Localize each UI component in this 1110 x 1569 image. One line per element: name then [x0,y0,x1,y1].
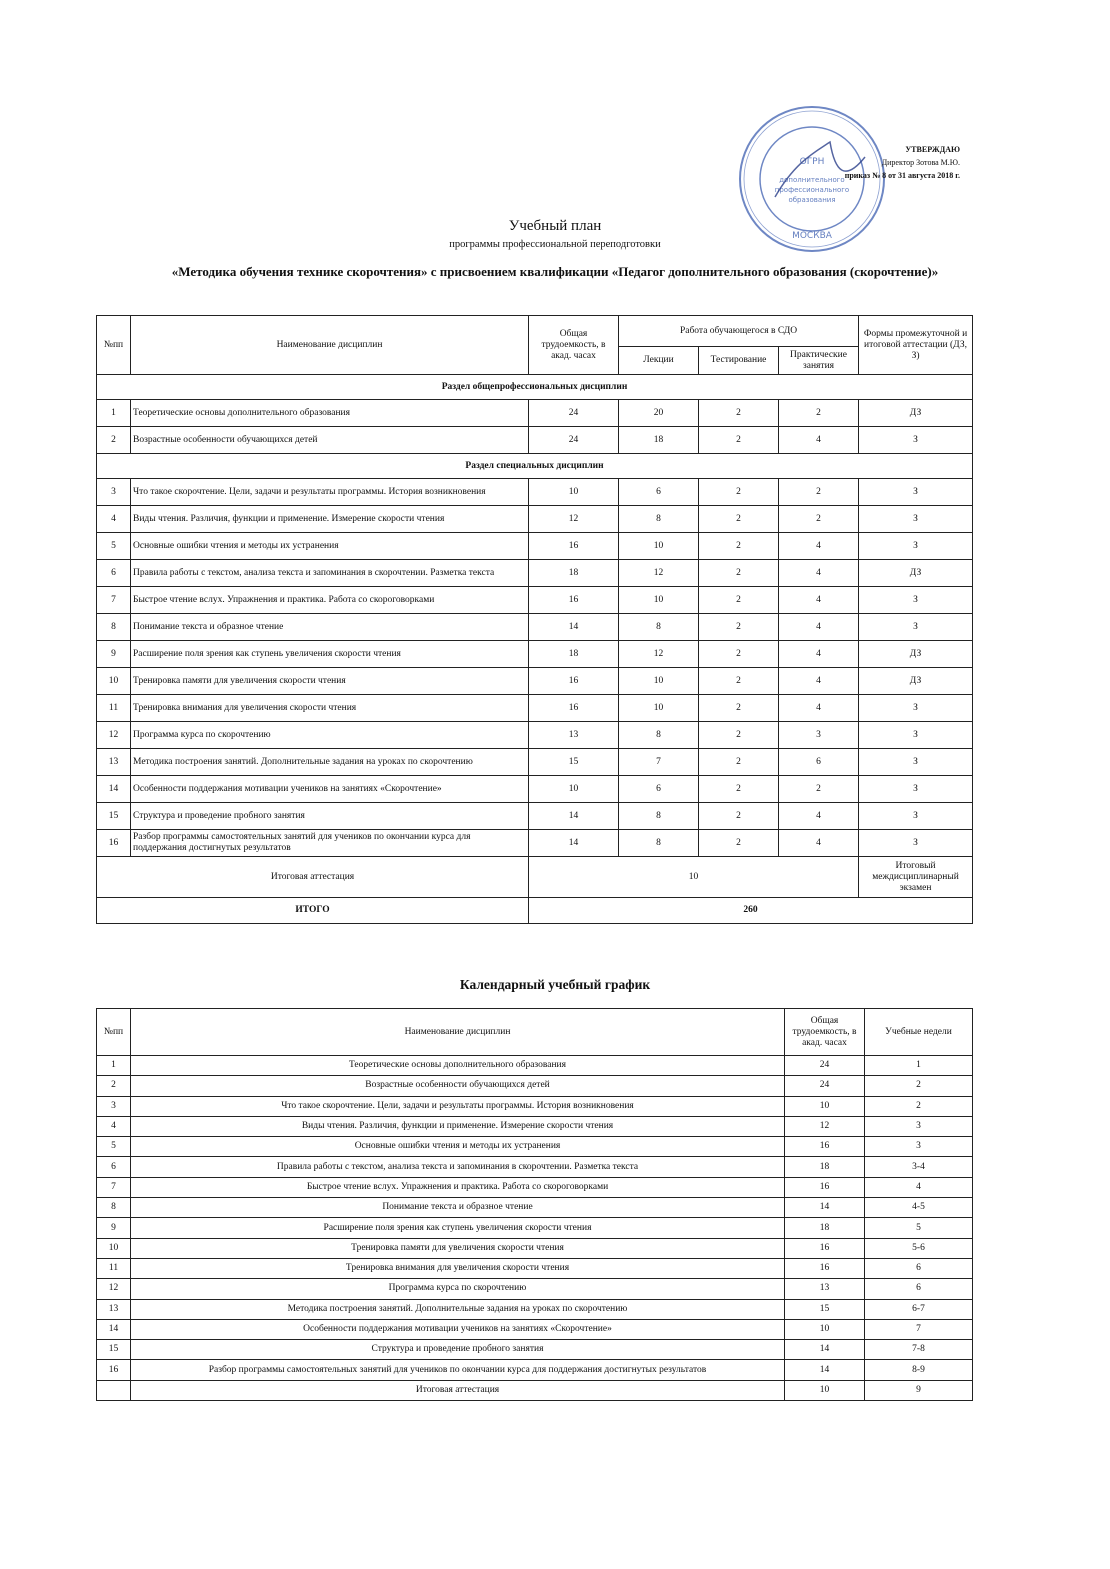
approval-order: приказ № 8 от 31 августа 2018 г. [844,171,960,180]
calendar-row [97,1238,973,1258]
table-row [97,400,973,427]
discipline-name: Правила работы с текстом, анализа текста и запоминания в скорочтении. Разметка текста [131,560,529,587]
weeks-cell: 2 [865,1096,973,1116]
hours-cell: 18 [785,1218,865,1238]
row-number: 16 [97,1360,131,1380]
practice-cell: 4 [779,803,859,830]
lectures-cell: 8 [619,722,699,749]
attestation-form-cell: З [859,614,973,641]
weeks-cell: 7-8 [865,1340,973,1360]
row-number: 6 [97,560,131,587]
row-number: 13 [97,1299,131,1319]
hours-cell: 24 [785,1076,865,1096]
row-number: 2 [97,427,131,454]
doc-subtitle: программы профессиональной переподготовки [449,239,661,250]
header-practice: Практические занятия [779,347,859,375]
practice-cell: 4 [779,560,859,587]
hours-cell: 24 [785,1056,865,1076]
header-work: Работа обучающегося в СДО [619,316,859,347]
discipline-name: Теоретические основы дополнительного образования [131,1056,785,1076]
calendar-row [97,1319,973,1339]
practice-cell: 4 [779,830,859,857]
discipline-name: Расширение поля зрения как ступень увеличения скорости чтения [131,1218,785,1238]
lectures-cell: 8 [619,506,699,533]
total-hours-cell: 24 [529,400,619,427]
total-hours: 260 [529,898,973,924]
weeks-cell: 6 [865,1279,973,1299]
discipline-name: Разбор программы самостоятельных занятий для учеников по окончании курса для поддержания достигнутых результатов [131,830,529,857]
discipline-name: Возрастные особенности обучающихся детей [131,1076,785,1096]
total-hours-cell: 16 [529,695,619,722]
discipline-name: Теоретические основы дополнительного образования [131,400,529,427]
table-row [97,479,973,506]
testing-cell: 2 [699,695,779,722]
attestation-form-cell: ДЗ [859,400,973,427]
calendar-row [97,1258,973,1278]
svg-text:МОСКВА: МОСКВА [792,231,832,241]
svg-text:профессионального: профессионального [774,186,850,194]
section-row [97,375,973,400]
attestation-form-cell: З [859,427,973,454]
final-hours: 10 [529,857,859,898]
weeks-cell: 3 [865,1116,973,1136]
calendar-row [97,1299,973,1319]
discipline-name: Структура и проведение пробного занятия [131,803,529,830]
attestation-form-cell: З [859,479,973,506]
discipline-name: Основные ошибки чтения и методы их устранения [131,1137,785,1157]
lectures-cell: 20 [619,400,699,427]
discipline-name: Что такое скорочтение. Цели, задачи и результаты программы. История возникновения [131,1096,785,1116]
discipline-name: Правила работы с текстом, анализа текста и запоминания в скорочтении. Разметка текста [131,1157,785,1177]
row-number: 4 [97,506,131,533]
row-number: 12 [97,1279,131,1299]
cal-header-total: Общая трудоемкость, в акад. часах [785,1009,865,1056]
discipline-name: Итоговая аттестация [131,1380,785,1400]
weeks-cell: 6 [865,1258,973,1278]
weeks-cell: 3 [865,1137,973,1157]
testing-cell: 2 [699,427,779,454]
weeks-cell: 3-4 [865,1157,973,1177]
row-number: 15 [97,803,131,830]
lectures-cell: 18 [619,427,699,454]
testing-cell: 2 [699,776,779,803]
row-number: 9 [97,641,131,668]
final-form: Итоговый междисциплинарный экзамен [859,857,973,898]
lectures-cell: 10 [619,587,699,614]
attestation-form-cell: ДЗ [859,560,973,587]
calendar-row [97,1279,973,1299]
testing-cell: 2 [699,830,779,857]
svg-text:ОГРН: ОГРН [799,157,825,167]
total-hours-cell: 10 [529,479,619,506]
attestation-form-cell: З [859,506,973,533]
discipline-name: Возрастные особенности обучающихся детей [131,427,529,454]
total-hours-cell: 16 [529,533,619,560]
row-number [97,1380,131,1400]
total-hours-cell: 24 [529,427,619,454]
calendar-row [97,1157,973,1177]
hours-cell: 12 [785,1116,865,1136]
discipline-name: Виды чтения. Различия, функции и применение. Измерение скорости чтения [131,1116,785,1136]
testing-cell: 2 [699,560,779,587]
doc-title: Учебный план [508,218,602,234]
total-row [97,898,973,924]
table-row [97,506,973,533]
row-number: 12 [97,722,131,749]
testing-cell: 2 [699,479,779,506]
row-number: 4 [97,1116,131,1136]
table-row [97,533,973,560]
weeks-cell: 8-9 [865,1360,973,1380]
row-number: 13 [97,749,131,776]
cal-header-weeks: Учебные недели [865,1009,973,1056]
attestation-form-cell: З [859,587,973,614]
table-row [97,695,973,722]
table-row [97,587,973,614]
curriculum-table [96,315,973,924]
weeks-cell: 4 [865,1177,973,1197]
cal-header-name: Наименование дисциплин [131,1009,785,1056]
cal-header-num: №пп [97,1009,131,1056]
discipline-name: Программа курса по скорочтению [131,722,529,749]
discipline-name: Разбор программы самостоятельных занятий для учеников по окончании курса для поддержания достигнутых результатов [131,1360,785,1380]
header-lectures: Лекции [619,347,699,375]
discipline-name: Виды чтения. Различия, функции и применение. Измерение скорости чтения [131,506,529,533]
row-number: 7 [97,1177,131,1197]
row-number: 3 [97,1096,131,1116]
practice-cell: 3 [779,722,859,749]
table-row [97,614,973,641]
testing-cell: 2 [699,668,779,695]
row-number: 6 [97,1157,131,1177]
header-total: Общая трудоемкость, в акад. часах [529,316,619,375]
row-number: 3 [97,479,131,506]
attestation-form-cell: З [859,803,973,830]
discipline-name: Быстрое чтение вслух. Упражнения и практика. Работа со скороговорками [131,1177,785,1197]
testing-cell: 2 [699,614,779,641]
hours-cell: 14 [785,1340,865,1360]
header-forms: Формы промежуточной и итоговой аттестации (ДЗ, З) [859,316,973,375]
lectures-cell: 6 [619,776,699,803]
table-row [97,749,973,776]
weeks-cell: 6-7 [865,1299,973,1319]
testing-cell: 2 [699,506,779,533]
calendar-row [97,1096,973,1116]
hours-cell: 10 [785,1380,865,1400]
discipline-name: Программа курса по скорочтению [131,1279,785,1299]
total-hours-cell: 14 [529,803,619,830]
practice-cell: 4 [779,427,859,454]
approval-director: Директор Зотова М.Ю. [881,158,960,167]
calendar-title: Календарный учебный график [459,977,651,992]
row-number: 2 [97,1076,131,1096]
weeks-cell: 5 [865,1218,973,1238]
attestation-form-cell: ДЗ [859,641,973,668]
attestation-form-cell: З [859,749,973,776]
row-number: 8 [97,1198,131,1218]
discipline-name: Тренировка памяти для увеличения скорости чтения [131,668,529,695]
total-label: ИТОГО [97,898,529,924]
testing-cell: 2 [699,641,779,668]
total-hours-cell: 13 [529,722,619,749]
discipline-name: Методика построения занятий. Дополнительные задания на уроках по скорочтению [131,749,529,776]
practice-cell: 4 [779,533,859,560]
row-number: 1 [97,400,131,427]
svg-text:дополнительного: дополнительного [779,176,845,184]
testing-cell: 2 [699,803,779,830]
table-row [97,427,973,454]
calendar-final-row [97,1380,973,1400]
discipline-name: Особенности поддержания мотивации учеников на занятиях «Скорочтение» [131,776,529,803]
discipline-name: Тренировка внимания для увеличения скорости чтения [131,1258,785,1278]
attestation-form-cell: З [859,533,973,560]
total-hours-cell: 14 [529,614,619,641]
discipline-name: Основные ошибки чтения и методы их устранения [131,533,529,560]
table-row [97,830,973,857]
hours-cell: 16 [785,1137,865,1157]
hours-cell: 16 [785,1238,865,1258]
practice-cell: 4 [779,614,859,641]
discipline-name: Тренировка внимания для увеличения скорости чтения [131,695,529,722]
testing-cell: 2 [699,722,779,749]
hours-cell: 14 [785,1198,865,1218]
practice-cell: 2 [779,479,859,506]
hours-cell: 15 [785,1299,865,1319]
practice-cell: 2 [779,400,859,427]
row-number: 7 [97,587,131,614]
table-header-row [97,316,973,347]
practice-cell: 4 [779,641,859,668]
hours-cell: 13 [785,1279,865,1299]
attestation-form-cell: З [859,722,973,749]
row-number: 10 [97,1238,131,1258]
table-row [97,560,973,587]
total-hours-cell: 12 [529,506,619,533]
calendar-row [97,1177,973,1197]
testing-cell: 2 [699,400,779,427]
attestation-form-cell: З [859,830,973,857]
practice-cell: 6 [779,749,859,776]
total-hours-cell: 10 [529,776,619,803]
lectures-cell: 6 [619,479,699,506]
total-hours-cell: 18 [529,560,619,587]
calendar-row [97,1076,973,1096]
hours-cell: 10 [785,1319,865,1339]
header-name: Наименование дисциплин [131,316,529,375]
calendar-header-row [97,1009,973,1056]
section-special: Раздел специальных дисциплин [97,454,973,479]
testing-cell: 2 [699,587,779,614]
calendar-row [97,1137,973,1157]
discipline-name: Быстрое чтение вслух. Упражнения и практика. Работа со скороговорками [131,587,529,614]
calendar-table [96,1008,973,1401]
table-row [97,722,973,749]
approval-title: УТВЕРЖДАЮ [905,145,960,154]
program-name: «Методика обучения технике скорочтения» с присвоением квалификации «Педагог дополнительного образования (скорочтение)» [171,264,939,279]
lectures-cell: 8 [619,614,699,641]
practice-cell: 4 [779,695,859,722]
lectures-cell: 12 [619,560,699,587]
row-number: 8 [97,614,131,641]
row-number: 5 [97,533,131,560]
discipline-name: Особенности поддержания мотивации учеников на занятиях «Скорочтение» [131,1319,785,1339]
hours-cell: 10 [785,1096,865,1116]
header-num: №пп [97,316,131,375]
row-number: 14 [97,1319,131,1339]
discipline-name: Понимание текста и образное чтение [131,1198,785,1218]
hours-cell: 16 [785,1177,865,1197]
final-label: Итоговая аттестация [97,857,529,898]
weeks-cell: 2 [865,1076,973,1096]
calendar-row [97,1198,973,1218]
lectures-cell: 7 [619,749,699,776]
lectures-cell: 10 [619,533,699,560]
total-hours-cell: 16 [529,668,619,695]
attestation-form-cell: ДЗ [859,668,973,695]
lectures-cell: 12 [619,641,699,668]
testing-cell: 2 [699,533,779,560]
lectures-cell: 10 [619,668,699,695]
discipline-name: Структура и проведение пробного занятия [131,1340,785,1360]
row-number: 11 [97,1258,131,1278]
approval-block [810,143,960,182]
hours-cell: 14 [785,1360,865,1380]
svg-text:образования: образования [788,196,836,204]
section-row [97,454,973,479]
section-general: Раздел общепрофессиональных дисциплин [97,375,973,400]
weeks-cell: 5-6 [865,1238,973,1258]
total-hours-cell: 16 [529,587,619,614]
table-row [97,776,973,803]
calendar-row [97,1056,973,1076]
practice-cell: 2 [779,776,859,803]
lectures-cell: 10 [619,695,699,722]
table-row [97,668,973,695]
discipline-name: Расширение поля зрения как ступень увеличения скорости чтения [131,641,529,668]
hours-cell: 18 [785,1157,865,1177]
discipline-name: Методика построения занятий. Дополнительные задания на уроках по скорочтению [131,1299,785,1319]
row-number: 14 [97,776,131,803]
attestation-form-cell: З [859,695,973,722]
row-number: 16 [97,830,131,857]
lectures-cell: 8 [619,830,699,857]
total-hours-cell: 15 [529,749,619,776]
row-number: 11 [97,695,131,722]
hours-cell: 16 [785,1258,865,1278]
weeks-cell: 4-5 [865,1198,973,1218]
practice-cell: 2 [779,506,859,533]
calendar-row [97,1218,973,1238]
testing-cell: 2 [699,749,779,776]
row-number: 15 [97,1340,131,1360]
attestation-form-cell: З [859,776,973,803]
table-row [97,641,973,668]
discipline-name: Что такое скорочтение. Цели, задачи и результаты программы. История возникновения [131,479,529,506]
practice-cell: 4 [779,668,859,695]
discipline-name: Понимание текста и образное чтение [131,614,529,641]
discipline-name: Тренировка памяти для увеличения скорости чтения [131,1238,785,1258]
table-row [97,803,973,830]
calendar-row [97,1116,973,1136]
total-hours-cell: 18 [529,641,619,668]
row-number: 9 [97,1218,131,1238]
row-number: 10 [97,668,131,695]
weeks-cell: 1 [865,1056,973,1076]
row-number: 5 [97,1137,131,1157]
calendar-row [97,1340,973,1360]
practice-cell: 4 [779,587,859,614]
row-number: 1 [97,1056,131,1076]
header-testing: Тестирование [699,347,779,375]
weeks-cell: 7 [865,1319,973,1339]
total-hours-cell: 14 [529,830,619,857]
lectures-cell: 8 [619,803,699,830]
weeks-cell: 9 [865,1380,973,1400]
final-attestation-row [97,857,973,898]
calendar-row [97,1360,973,1380]
